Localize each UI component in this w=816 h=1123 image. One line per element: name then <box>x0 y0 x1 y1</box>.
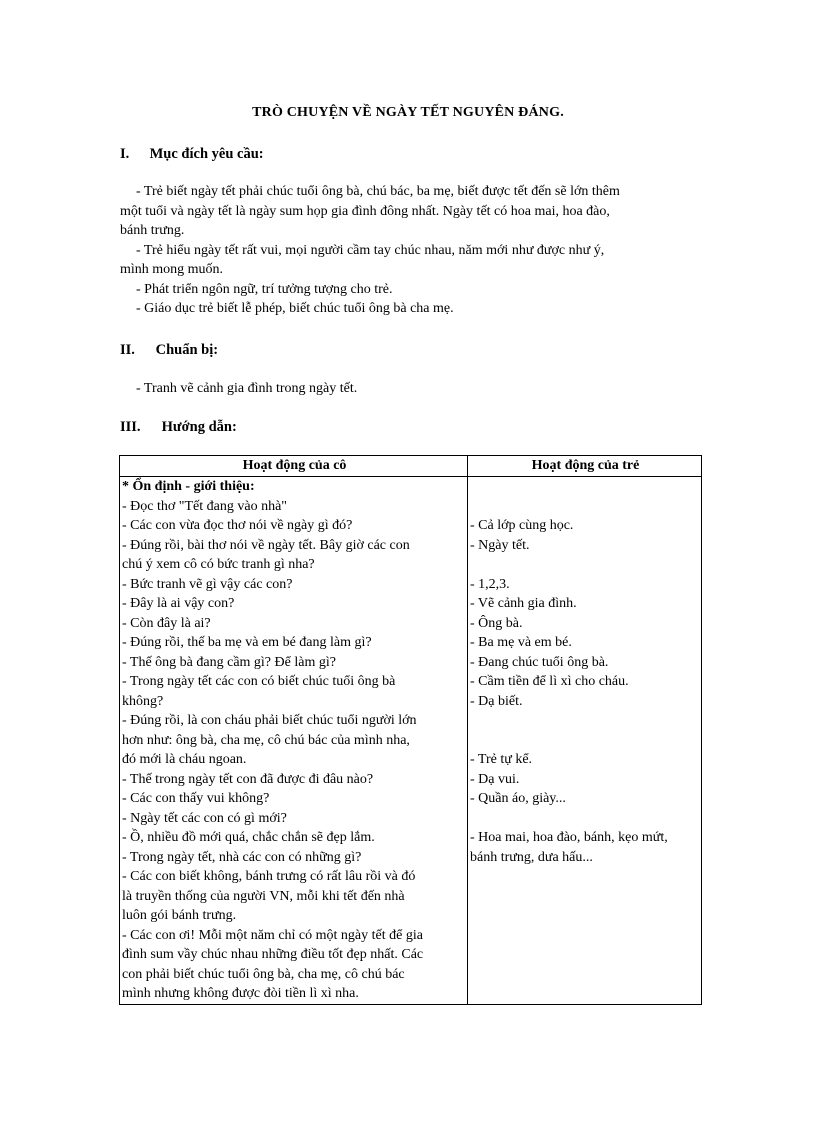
section-1-body <box>120 182 692 319</box>
child-activity-line <box>470 477 701 497</box>
child-activity-line: - 1,2,3. <box>470 576 510 592</box>
child-activity-line: - Trẻ tự kể. <box>470 752 533 767</box>
teacher-activity-line: - Đúng rồi, bài thơ nói về ngày tết. Bây giờ các con <box>122 537 410 553</box>
header-teacher-activity: Hoạt động của cô <box>120 456 468 477</box>
section-2-title: Chuẩn bị: <box>155 342 219 358</box>
table-header-row <box>120 456 702 477</box>
child-activity-line: - Đang chúc tuổi ông bà. <box>470 654 609 670</box>
teacher-activity-line: - Đọc thơ "Tết đang vào nhà" <box>122 498 288 514</box>
child-activity-line <box>470 497 701 517</box>
child-activity-line: - Cầm tiền để lì xì cho cháu. <box>470 674 629 689</box>
teacher-activity-line: - Còn đây là ai? <box>122 615 211 631</box>
child-activity-line <box>470 809 701 829</box>
teacher-activity-line: - Trong ngày tết, nhà các con có những gì? <box>122 849 362 865</box>
teacher-activity-line: - Các con biết không, bánh trưng có rất lâu rồi và đó <box>122 869 416 884</box>
section-2-number: II. <box>120 342 135 358</box>
child-activity-cell <box>468 477 702 1005</box>
section-1-number: I. <box>120 146 130 162</box>
child-activity-line: - Dạ biết. <box>470 693 523 709</box>
child-activity-line: - Ba mẹ và em bé. <box>470 635 572 650</box>
section-3-number: III. <box>120 419 141 435</box>
teacher-activity-line: * Ổn định - giới thiệu: <box>122 479 255 494</box>
child-activity-line: - Hoa mai, hoa đào, bánh, kẹo mứt, <box>470 830 668 845</box>
teacher-activity-line: luôn gói bánh trưng. <box>122 908 237 923</box>
teacher-activity-line: - Đúng rồi, thế ba mẹ và em bé đang làm gì? <box>122 635 372 650</box>
child-activity-line <box>470 731 701 751</box>
teacher-activity-line: - Bức tranh vẽ gì vậy các con? <box>122 576 293 592</box>
section-3-heading <box>120 419 237 436</box>
child-activity-line: - Quần áo, giày... <box>470 791 566 806</box>
teacher-activity-line: con phải biết chúc tuổi ông bà, cha mẹ, cô chú bác <box>122 966 405 982</box>
activity-table <box>119 455 702 1005</box>
header-child-activity: Hoạt động của trẻ <box>468 456 702 477</box>
child-activity-line: bánh trưng, dưa hấu... <box>470 849 593 865</box>
section-2-heading <box>120 342 218 359</box>
child-activity-line <box>470 926 701 946</box>
teacher-activity-line: - Ồ, nhiều đồ mới quá, chắc chắn sẽ đẹp lắm. <box>122 830 375 845</box>
child-activity-line: - Vẽ cảnh gia đình. <box>470 596 577 611</box>
page-title: TRÒ CHUYỆN VỀ NGÀY TẾT NGUYÊN ĐÁNG. <box>252 105 564 120</box>
teacher-activity-line: hơn như: ông bà, cha mẹ, cô chú bác của mình nha, <box>122 732 410 748</box>
teacher-activity-line: không? <box>122 693 164 709</box>
child-activity-line <box>470 555 701 575</box>
section-2-body <box>120 379 692 399</box>
teacher-activity-line: - Thế ông bà đang cầm gì? Để làm gì? <box>122 654 336 670</box>
teacher-activity-line: - Đây là ai vậy con? <box>122 596 235 611</box>
teacher-activity-line: - Các con thấy vui không? <box>122 791 270 806</box>
section-1-title: Mục đích yêu cầu: <box>149 146 264 162</box>
table-row <box>120 477 702 1005</box>
teacher-activity-line: - Trong ngày tết các con có biết chúc tuổi ông bà <box>122 674 396 689</box>
child-activity-line <box>470 965 701 985</box>
teacher-activity-line: đình sum vầy chúc nhau những điều tốt đẹp nhất. Các <box>122 947 424 962</box>
section-1-line: - Phát triển ngôn ngữ, trí tưởng tượng cho trẻ. <box>136 281 393 297</box>
teacher-activity-line: - Thế trong ngày tết con đã được đi đâu nào? <box>122 771 374 787</box>
teacher-activity-line: mình nhưng không được đòi tiền lì xì nha. <box>122 986 359 1001</box>
child-activity-line: - Cả lớp cùng học. <box>470 518 574 533</box>
section-1-line: - Giáo dục trẻ biết lễ phép, biết chúc tuổi ông bà cha mẹ. <box>136 301 454 316</box>
teacher-activity-line: chú ý xem cô có bức tranh gì nha? <box>122 557 315 572</box>
section-1-line: mình mong muốn. <box>120 262 224 277</box>
teacher-activity-line: - Ngày tết các con có gì mới? <box>122 810 287 826</box>
teacher-activity-cell <box>120 477 468 1005</box>
section-1-line: một tuổi và ngày tết là ngày sum họp gia đình đông nhất. Ngày tết có hoa mai, hoa đào, <box>120 203 610 219</box>
teacher-activity-line: - Đúng rồi, là con cháu phải biết chúc tuổi người lớn <box>122 713 417 728</box>
child-activity-line: - Ngày tết. <box>470 537 530 553</box>
child-activity-line: - Ông bà. <box>470 615 523 631</box>
section-1-heading <box>120 146 264 163</box>
teacher-activity-line: - Các con vừa đọc thơ nói về ngày gì đó? <box>122 518 353 533</box>
section-1-line: bánh trưng. <box>120 223 185 238</box>
section-1-line: - Trẻ biết ngày tết phải chúc tuổi ông bà, chú bác, ba mẹ, biết được tết đến sẽ lớn thêm <box>136 184 620 199</box>
section-2-line: - Tranh vẽ cảnh gia đình trong ngày tết. <box>136 381 358 396</box>
teacher-activity-line: - Các con ơi! Mỗi một năm chỉ có một ngày tết để gia <box>122 927 423 943</box>
child-activity-line <box>470 906 701 926</box>
child-activity-line <box>470 984 701 1004</box>
teacher-activity-line: đó mới là cháu ngoan. <box>122 752 247 767</box>
child-activity-line: - Dạ vui. <box>470 771 520 787</box>
section-1-line: - Trẻ hiểu ngày tết rất vui, mọi người cầm tay chúc nhau, năm mới như được như ý, <box>136 242 605 258</box>
section-3-title: Hướng dẫn: <box>161 419 237 435</box>
child-activity-line <box>470 945 701 965</box>
child-activity-line <box>470 867 701 887</box>
teacher-activity-line: là truyền thống của người VN, mỗi khi tết đến nhà <box>122 888 405 904</box>
child-activity-line <box>470 711 701 731</box>
child-activity-line <box>470 887 701 907</box>
